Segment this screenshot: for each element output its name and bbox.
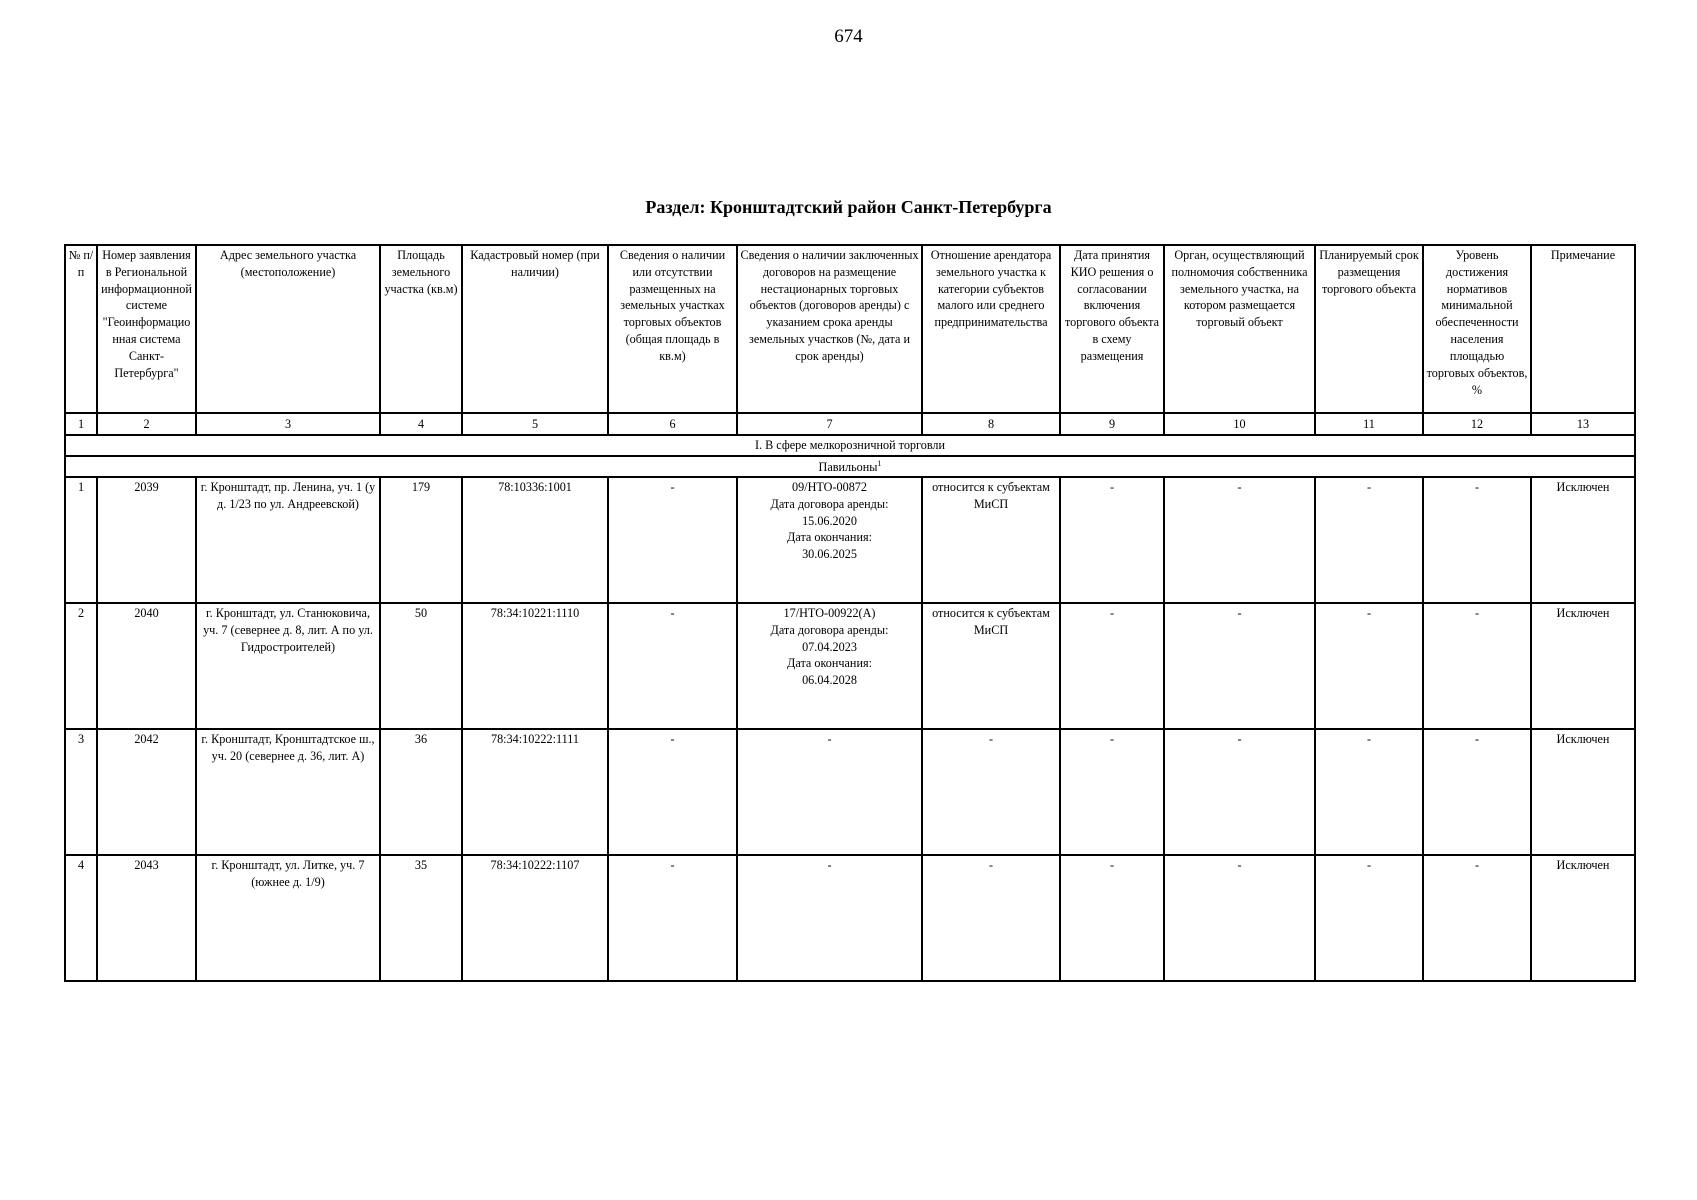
contract-cell	[737, 603, 922, 729]
sme-cell: -	[922, 729, 1060, 855]
column-number: 13	[1531, 413, 1635, 435]
column-number: 11	[1315, 413, 1423, 435]
area-cell: 179	[380, 477, 462, 603]
column-number: 12	[1423, 413, 1531, 435]
contract-end-label: Дата окончания:	[787, 530, 872, 545]
area-cell: 35	[380, 855, 462, 981]
cadastral-cell: 78:34:10222:1107	[462, 855, 608, 981]
table-row	[65, 729, 1635, 855]
application-number: 2043	[97, 855, 196, 981]
cadastral-cell: 78:10336:1001	[462, 477, 608, 603]
contract-number: -	[827, 858, 832, 872]
cadastral-cell: 78:34:10221:1110	[462, 603, 608, 729]
owner-cell: -	[1164, 477, 1315, 603]
address-cell: г. Кронштадт, Кронштадтское ш., уч. 20 (севернее д. 36, лит. А)	[196, 729, 380, 855]
registry-table	[64, 244, 1636, 982]
column-number-row	[65, 413, 1635, 435]
column-header: № п/п	[65, 245, 97, 413]
column-header: Уровень достижения нормативов минимальной обеспеченности населения площадью торговых объектов, %	[1423, 245, 1531, 413]
column-number: 5	[462, 413, 608, 435]
column-header: Орган, осуществляющий полномочия собственника земельного участка, на котором размещается торговый объект	[1164, 245, 1315, 413]
level-cell: -	[1423, 729, 1531, 855]
kio-date-cell: -	[1060, 729, 1164, 855]
table-row	[65, 603, 1635, 729]
owner-cell: -	[1164, 603, 1315, 729]
contract-number: 09/НТО-00872	[792, 480, 867, 494]
sme-cell: относится к субъектам МиСП	[922, 477, 1060, 603]
contract-end: 30.06.2025	[802, 547, 857, 562]
term-cell: -	[1315, 603, 1423, 729]
footnote-marker: 1	[877, 458, 882, 468]
note-cell: Исключен	[1531, 855, 1635, 981]
group-row	[65, 435, 1635, 456]
level-cell: -	[1423, 855, 1531, 981]
existing-objects-cell: -	[608, 477, 737, 603]
column-number: 2	[97, 413, 196, 435]
table-row	[65, 855, 1635, 981]
header-row	[65, 245, 1635, 413]
column-number: 6	[608, 413, 737, 435]
column-number: 10	[1164, 413, 1315, 435]
row-number: 2	[65, 603, 97, 729]
column-header: Номер заявления в Региональной информационной системе "Геоинформационная система Санкт-Петербурга"	[97, 245, 196, 413]
address-cell: г. Кронштадт, пр. Ленина, уч. 1 (у д. 1/23 по ул. Андреевской)	[196, 477, 380, 603]
level-cell: -	[1423, 603, 1531, 729]
column-number: 9	[1060, 413, 1164, 435]
owner-cell: -	[1164, 729, 1315, 855]
area-cell: 36	[380, 729, 462, 855]
column-header: Адрес земельного участка (местоположение)	[196, 245, 380, 413]
note-cell: Исключен	[1531, 729, 1635, 855]
kio-date-cell: -	[1060, 477, 1164, 603]
owner-cell: -	[1164, 855, 1315, 981]
term-cell: -	[1315, 855, 1423, 981]
kio-date-cell: -	[1060, 855, 1164, 981]
row-number: 1	[65, 477, 97, 603]
column-header: Сведения о наличии заключенных договоров на размещение нестационарных торговых объектов (договоров аренды) с указанием срока аренды земельных участков (№, дата и срок аренды)	[737, 245, 922, 413]
column-number: 3	[196, 413, 380, 435]
table-row	[65, 477, 1635, 603]
column-header: Отношение арендатора земельного участка к категории субъектов малого или среднего предпринимательства	[922, 245, 1060, 413]
column-number: 4	[380, 413, 462, 435]
application-number: 2039	[97, 477, 196, 603]
level-cell: -	[1423, 477, 1531, 603]
cadastral-cell: 78:34:10222:1111	[462, 729, 608, 855]
column-header: Площадь земельного участка (кв.м)	[380, 245, 462, 413]
term-cell: -	[1315, 477, 1423, 603]
contract-number: -	[827, 732, 832, 746]
sme-cell: -	[922, 855, 1060, 981]
column-number: 7	[737, 413, 922, 435]
column-number: 8	[922, 413, 1060, 435]
subgroup-row	[65, 456, 1635, 477]
contract-date-label: Дата договора аренды:	[770, 622, 889, 637]
contract-date-label: Дата договора аренды:	[770, 496, 889, 511]
application-number: 2042	[97, 729, 196, 855]
contract-end-label: Дата окончания:	[787, 656, 872, 671]
contract-cell	[737, 855, 922, 981]
page-number: 674	[834, 26, 863, 47]
address-cell: г. Кронштадт, ул. Станюковича, уч. 7 (севернее д. 8, лит. А по ул. Гидростроителей)	[196, 603, 380, 729]
subgroup-cell	[65, 456, 1635, 477]
subgroup-title: Павильоны	[818, 459, 878, 474]
row-number: 4	[65, 855, 97, 981]
note-cell: Исключен	[1531, 477, 1635, 603]
group-title: I. В сфере мелкорозничной торговли	[65, 435, 1635, 456]
contract-number: 17/НТО-00922(А)	[783, 606, 876, 620]
note-cell: Исключен	[1531, 603, 1635, 729]
column-number: 1	[65, 413, 97, 435]
column-header: Сведения о наличии или отсутствии размещенных на земельных участках торговых объектов (общая площадь в кв.м)	[608, 245, 737, 413]
row-number: 3	[65, 729, 97, 855]
contract-end: 06.04.2028	[802, 673, 857, 688]
contract-cell	[737, 729, 922, 855]
column-header: Планируемый срок размещения торгового объекта	[1315, 245, 1423, 413]
kio-date-cell: -	[1060, 603, 1164, 729]
section-title: Раздел: Кронштадтский район Санкт-Петербурга	[645, 197, 1052, 217]
term-cell: -	[1315, 729, 1423, 855]
contract-cell	[737, 477, 922, 603]
existing-objects-cell: -	[608, 729, 737, 855]
area-cell: 50	[380, 603, 462, 729]
existing-objects-cell: -	[608, 855, 737, 981]
contract-date: 15.06.2020	[802, 513, 857, 528]
sme-cell: относится к субъектам МиСП	[922, 603, 1060, 729]
column-header: Дата принятия КИО решения о согласовании включения торгового объекта в схему размещения	[1060, 245, 1164, 413]
address-cell: г. Кронштадт, ул. Литке, уч. 7 (южнее д. 1/9)	[196, 855, 380, 981]
column-header: Примечание	[1531, 245, 1635, 413]
contract-date: 07.04.2023	[802, 639, 857, 654]
existing-objects-cell: -	[608, 603, 737, 729]
application-number: 2040	[97, 603, 196, 729]
column-header: Кадастровый номер (при наличии)	[462, 245, 608, 413]
